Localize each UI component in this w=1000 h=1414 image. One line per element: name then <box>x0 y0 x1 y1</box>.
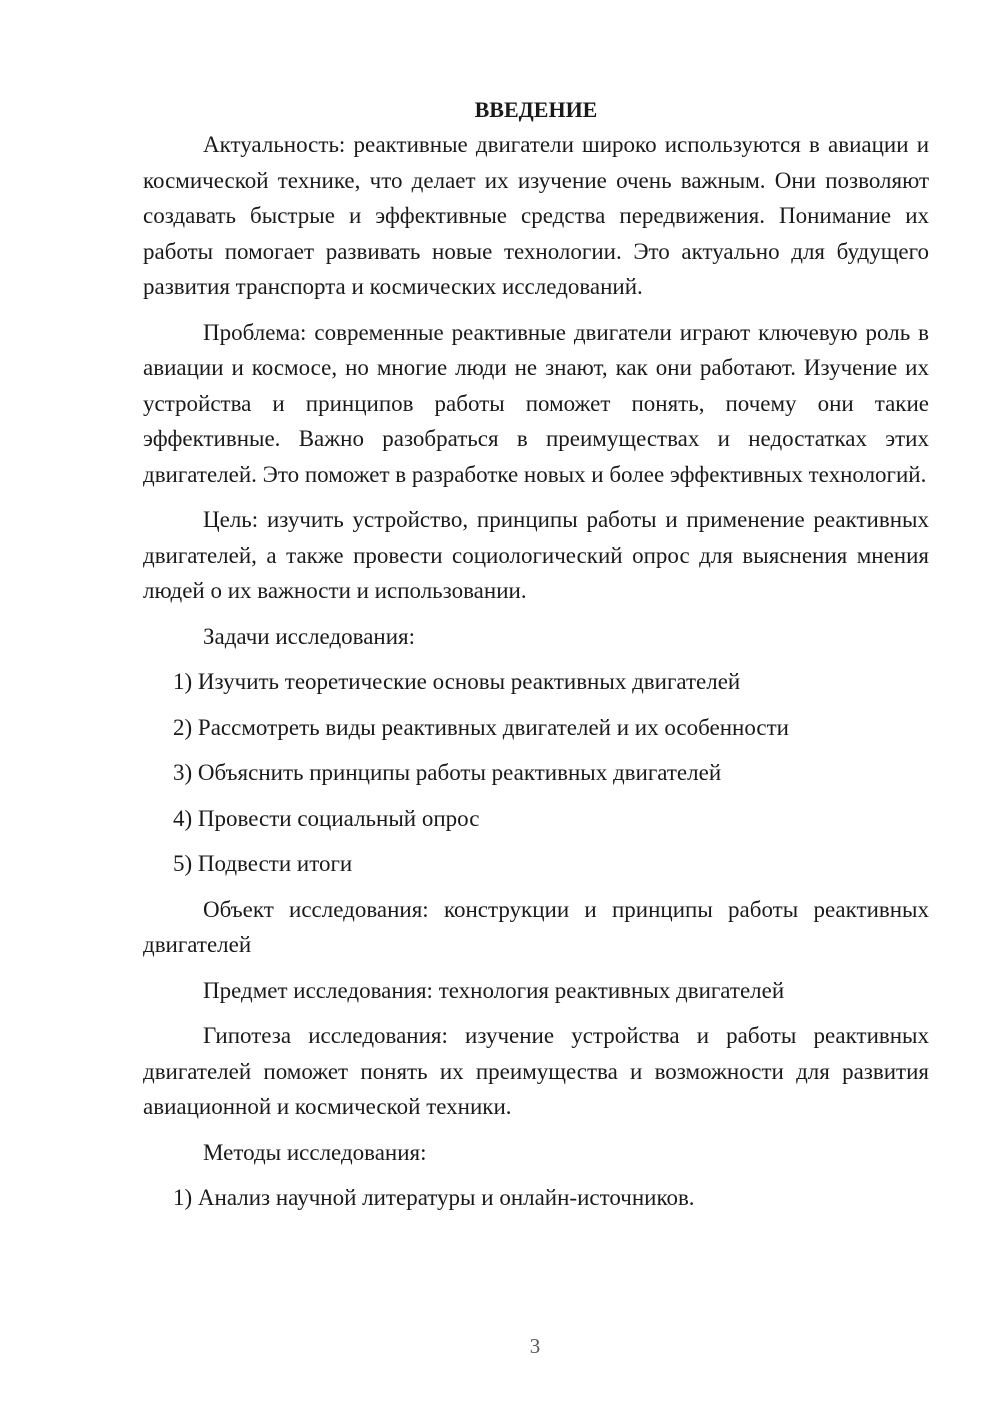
page-content <box>143 92 929 1226</box>
method-item: 1) Анализ научной литературы и онлайн-источников. <box>173 1185 695 1210</box>
tasks-heading: Задачи исследования: <box>203 623 416 649</box>
object-paragraph: Объект исследования: конструкции и принципы работы реактивных двигателей <box>143 896 929 957</box>
task-item: 1) Изучить теоретические основы реактивных двигателей <box>173 669 741 694</box>
task-item: 4) Провести социальный опрос <box>173 805 480 831</box>
subject-paragraph: Предмет исследования: технология реактивных двигателей <box>203 977 785 1003</box>
methods-heading: Методы исследования: <box>203 1139 427 1165</box>
hypothesis-paragraph: Гипотеза исследования: изучение устройства и работы реактивных двигателей поможет понять их преимущества и возможности для развития авиационной и космической техники. <box>143 1023 929 1119</box>
task-item: 3) Объяснить принципы работы реактивных двигателей <box>173 760 722 785</box>
page-number: 3 <box>529 1334 541 1358</box>
page-title: ВВЕДЕНИЕ <box>474 97 598 122</box>
goal-paragraph: Цель: изучить устройство, принципы работы и применение реактивных двигателей, а также провести социологический опрос для выяснения мнения людей о их важности и использовании. <box>143 507 929 603</box>
task-item: 2) Рассмотреть виды реактивных двигателей и их особенности <box>173 714 789 740</box>
task-item: 5) Подвести итоги <box>173 851 353 876</box>
problem-paragraph: Проблема: современные реактивные двигатели играют ключевую роль в авиации и космосе, но многие люди не знают, как они работают. Изучение их устройства и принципов работы поможет понять, почему они такие эффективные. Важно разобраться в преимуществах и недостатках этих двигателей. Это поможет в разработке новых и более эффективных технологий. <box>143 319 929 487</box>
relevance-paragraph: Актуальность: реактивные двигатели широко используются в авиации и космической технике, что делает их изучение очень важным. Они позволяют создавать быстрые и эффективные средства передвижения. Понимание их работы помогает развивать новые технологии. Это актуально для будущего развития транспорта и космических исследований. <box>143 132 929 299</box>
